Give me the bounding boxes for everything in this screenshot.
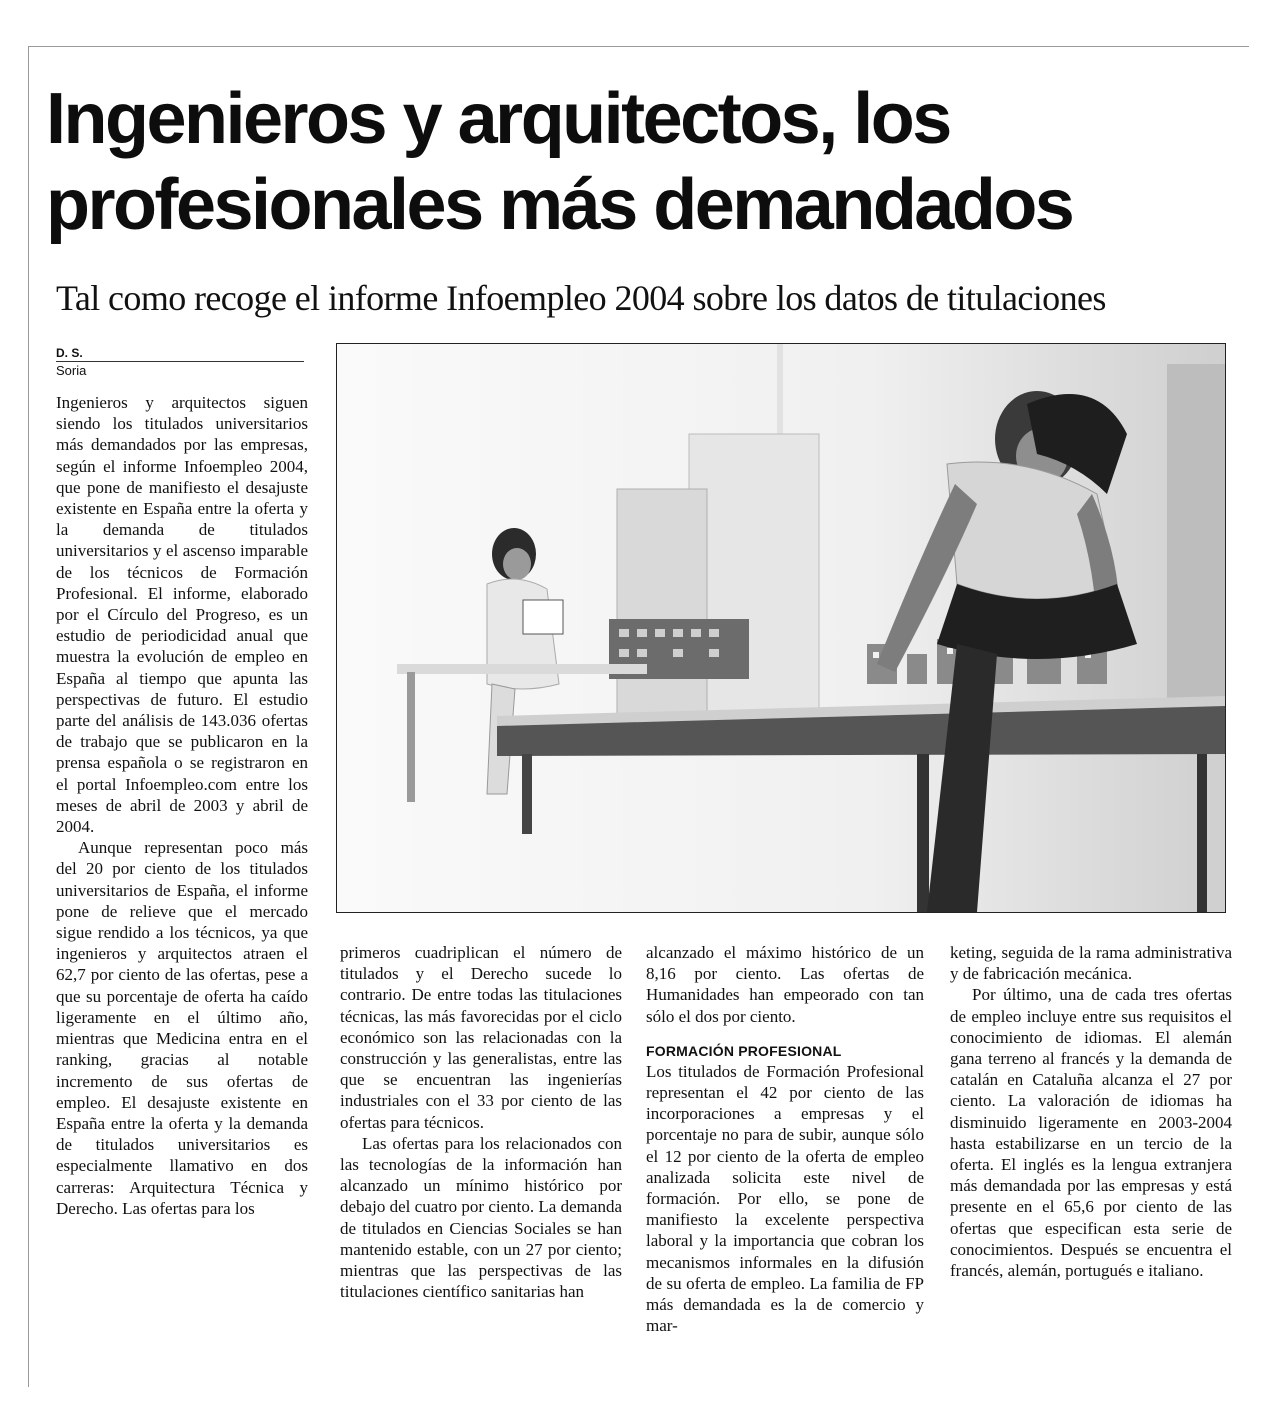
column-1	[56, 392, 308, 1219]
byline	[56, 346, 304, 379]
author: D. S.	[56, 346, 304, 362]
column-4	[950, 942, 1232, 1281]
paragraph: primeros cuadriplican el número de titulados y el Derecho sucede lo contrario. De entre todas las titulaciones técnicas, las más favorecidas por el ciclo económico son las relacionadas con la construcción y las generalistas, entre las que se encuentran las ingenierías industriales con el 33 por ciento de las ofertas para técnicos.	[340, 943, 622, 1132]
paragraph: keting, seguida de la rama administrativa y de fabricación mecánica.	[950, 943, 1232, 984]
paragraph: Los titulados de Formación Profesional representan el 42 por ciento de las incorporaciones a empresas y el porcentaje no para de subir, aunque sólo el 12 por ciento de la oferta de empleo analizada solicita este nivel de formación. Por ello, se pone de manifiesto la excelente perspectiva laboral y la importancia que cobran los mecanismos informales en la difusión de su oferta de empleo. La familia de FP más demandada es la de comercio y mar-	[646, 1061, 924, 1336]
column-3	[646, 942, 924, 1336]
paragraph: Las ofertas para los relacionados con las tecnologías de la información han alcanzado un mínimo histórico por debajo del cuatro por ciento. La demanda de titulados en Ciencias Sociales se han mantenido estable, con un 27 por ciento; mientras que las perspectivas de las titulaciones científico sanitarias han	[340, 1133, 622, 1302]
location: Soria	[56, 363, 87, 378]
paragraph: Aunque representan poco más del 20 por ciento de los titulados universitarios de España, el informe pone de relieve que el mercado sigue rendido a los técnicos, ya que ingenieros y arquitectos atraen el 62,7 por ciento de las ofertas, pese a que su porcentaje de oferta ha caído ligeramente en el último año, mientras que Medicina entra en el ranking, gracias al notable incremento de sus ofertas de empleo. El desajuste existente en España entre la oferta y la demanda de titulados universitarios es especialmente llamativo en dos carreras: Arquitectura Técnica y Derecho. Las ofertas para los	[56, 838, 308, 1218]
headline: Ingenieros y arquitectos, los profesionales más demandados	[46, 79, 1073, 245]
photo-architects-model-icon	[336, 343, 1226, 913]
paragraph: Ingenieros y arquitectos siguen siendo los titulados universitarios más demandados por las empresas, según el informe Infoempleo 2004, que pone de manifiesto el desajuste existente en España entre la oferta y la demanda de titulados universitarios y el ascenso imparable de los técnicos de Formación Profesional. El informe, elaborado por el Círculo del Progreso, es un estudio de periodicidad anual que muestra la evolución de empleo en España al tiempo que apunta las perspectivas de futuro. El estudio parte del análisis de 143.036 ofertas de trabajo que se publicaron en la prensa española o se registraron en el portal Infoempleo.com entre los meses de abril de 2003 y abril de 2004.	[56, 393, 308, 837]
paragraph: Por último, una de cada tres ofertas de empleo incluye entre sus requisitos el conocimiento de idiomas. El alemán gana terreno al francés y la demanda de catalán en Cataluña alcanza el 27 por ciento. La valoración de idiomas ha disminuido ligeramente en 2003-2004 hasta estabilizarse en un tercio de la oferta. El inglés es la lengua extranjera más demandada por las empresas y está presente en el 65,6 por ciento de las ofertas que especifican esta serie de conocimientos. Después se encuentra el francés, alemán, portugués e italiano.	[950, 985, 1232, 1281]
paragraph: alcanzado el máximo histórico de un 8,16 por ciento. Las ofertas de Humanidades han empeorado con tan sólo el dos por ciento.	[646, 943, 924, 1026]
subheadline: Tal como recoge el informe Infoempleo 2004 sobre los datos de titulaciones	[56, 278, 1106, 318]
section-heading: FORMACIÓN PROFESIONAL	[646, 1042, 842, 1059]
column-2	[340, 942, 622, 1302]
